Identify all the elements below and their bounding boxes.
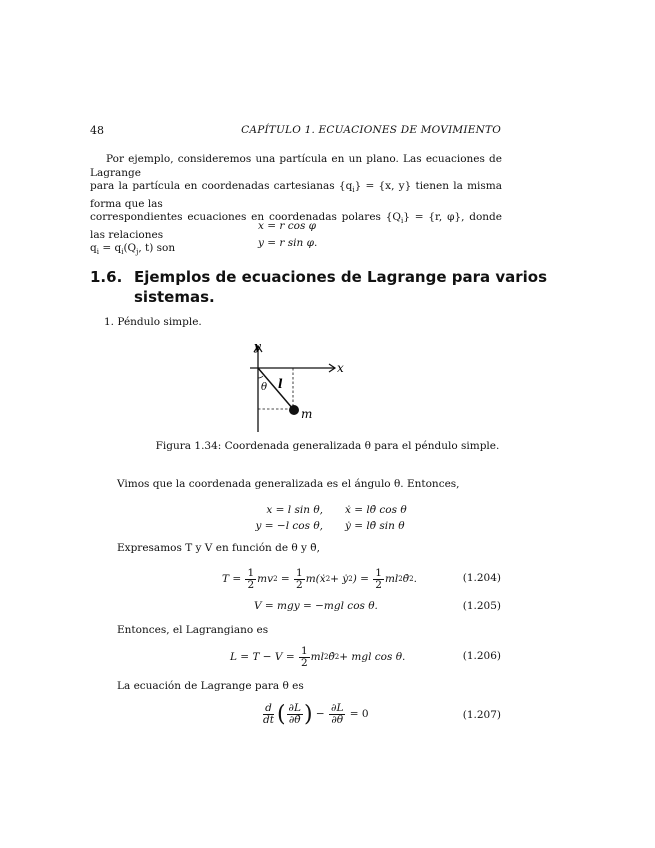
eq-y-pend: y = −l cos θ,: [255, 520, 323, 532]
equation-1207: $\frac{d}{dt}$ ( $\frac{\partial L}{\partial\thetȧ}$ ) − $\frac{\partial L}{\partial\theta}$ = 0: [263, 701, 369, 727]
eqnum-1206: (1.206): [462, 650, 501, 662]
equation-1205: V = mgy = −mgl cos θ.: [254, 600, 378, 612]
section-title-line-1: Ejemplos de ecuaciones de Lagrange para varios: [134, 268, 548, 286]
label-l: l: [278, 377, 283, 391]
eq1207-rhs: = 0: [349, 708, 369, 720]
polar-eq-x: x = r cos φ: [258, 220, 317, 232]
eq-ydot: ẏ = lθ̇ sin θ: [345, 520, 405, 532]
intro-line-1: Por ejemplo, consideremos una partícula en un plano. Las ecuaciones de Lagrange: [90, 153, 502, 179]
polar-eq-y: y = r sin φ.: [258, 237, 318, 249]
polar-equations: [258, 218, 317, 252]
pendulum-figure: [240, 340, 360, 438]
running-title: CAPÍTULO 1. ECUACIONES DE MOVIMIENTO: [241, 124, 501, 136]
eq1204-frac1: $\frac{1}{2}$: [247, 566, 255, 591]
eq1204-part5: ml: [384, 573, 399, 585]
eq1204-frac2: $\frac{1}{2}$: [296, 566, 303, 591]
eq1207-frac-dLdthetadot: $\frac{\partial L}{\partial\thetȧ}$: [288, 701, 301, 726]
list-item-pendulum: 1. Péndulo simple.: [104, 316, 202, 328]
eq1207-frac-ddt: $\frac{d}{dt}$: [263, 701, 274, 726]
eq1204-part1: mv: [257, 573, 274, 585]
eq-xdot: ẋ = lθ̇ cos θ: [345, 504, 407, 516]
page-number: 48: [90, 124, 104, 137]
label-m: m: [301, 407, 313, 421]
intro-line-4: $q_i = q_i(Q_j$, t) son: [90, 242, 176, 257]
label-theta: θ: [261, 382, 268, 393]
eqnum-1205: (1.205): [462, 600, 501, 612]
eq1206-frac: $\frac{1}{2}$: [300, 644, 308, 669]
text-generalized: Vimos que la coordenada generalizada es el ángulo θ. Entonces,: [117, 478, 460, 490]
equation-1204: T = $\frac{1}{2}$ mv 2 = $\frac{1}{2}$ m(ẋ 2 + ẏ 2 ) = $\frac{1}{2}$ ml 2 θ̇ 2 .: [222, 566, 417, 591]
section-heading: [90, 267, 547, 307]
eqnum-1204: (1.204): [462, 572, 501, 584]
text-express: Expresamos T y V en función de θ y θ̇,: [117, 542, 320, 554]
eqnum-1207: (1.207): [462, 709, 501, 721]
eq1206-lhs: L = T − V =: [230, 651, 295, 663]
equation-1206: L = T − V = $\frac{1}{2}$ ml 2 θ̇ 2 + mgl cos θ.: [230, 644, 406, 669]
eq1204-part2: m(ẋ: [305, 573, 326, 585]
section-number: 1.6.: [90, 268, 123, 286]
pendulum-coord-eqs: [243, 502, 407, 534]
eq-x-pend: x = l sin θ,: [266, 504, 323, 516]
text-lagrange-eq: La ecuación de Lagrange para θ es: [117, 680, 304, 692]
theta-arc: [258, 376, 263, 378]
label-y: y: [254, 340, 261, 353]
eq1204-lhs: T =: [222, 573, 242, 585]
label-x: x: [337, 361, 344, 375]
intro-line-3: correspondientes ecuaciones en coordenadas polares $\{Q_i\} = \{r$, φ}, donde las relaciones: [90, 211, 502, 241]
figure-caption: Figura 1.34: Coordenada generalizada θ para el péndulo simple.: [155, 440, 500, 452]
pendulum-bob: [289, 405, 299, 415]
eq1207-frac-dLdtheta: $\frac{\partial L}{\partial\theta}$: [331, 701, 344, 726]
text-lagrangian: Entonces, el Lagrangiano es: [117, 624, 269, 636]
section-title-line-2: sistemas.: [134, 288, 215, 306]
eq1204-frac3: $\frac{1}{2}$: [375, 566, 382, 591]
eq1206-part1: ml: [310, 651, 324, 663]
intro-line-2: para la partícula en coordenadas cartesianas $\{q_i\} = \{x$, y} tienen la misma forma que las: [90, 180, 502, 210]
